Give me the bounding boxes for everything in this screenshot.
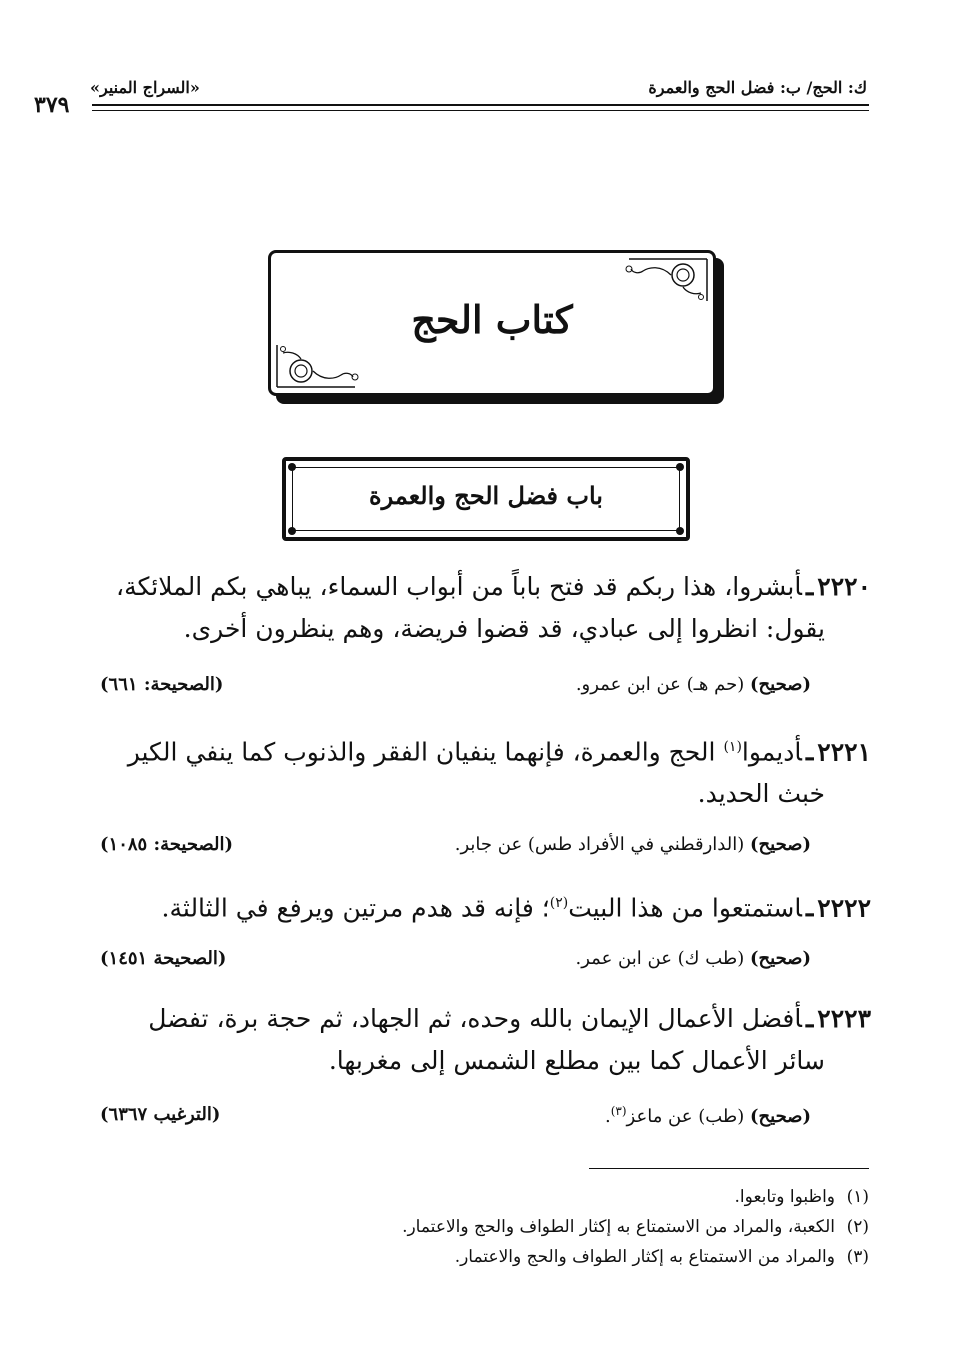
hadith-source: (الدارقطني في الأفراد طس) عن جابر. [454, 834, 745, 855]
footnote-mark: (٣) [610, 1104, 627, 1118]
hadith-line: ٢٢٢٠ـأبشروا، هذا ربكم قد فتح باباً من أبواب السماء، يباهي بكم الملائكة، [116, 572, 871, 601]
hadith-source: (طب ك) عن ابن عمر. [575, 948, 745, 969]
footnote-item [100, 1242, 869, 1272]
hadith-reference: (الصحيحة: ٦٦١) [100, 674, 224, 695]
chapter-title-frame [282, 457, 690, 541]
hadith-line: خبث الحديد. [697, 779, 825, 809]
footnote-text: والمراد من الاستمتاع به إكثار الطواف والحج والاعتمار. [454, 1247, 835, 1267]
hadith-source-2223 [100, 1104, 857, 1132]
hadith-2223 [100, 998, 871, 1082]
hadith-line: ٢٢٢٢ـاستمتعوا من هذا البيت$^{(٢)}$؛ فإنه قد هدم مرتين ويرفع في الثالثة. [161, 893, 871, 923]
hadith-2222 [100, 882, 871, 929]
footnote-item [100, 1212, 869, 1242]
hadith-text: أديموا [741, 737, 802, 767]
hadith-2220 [100, 566, 871, 650]
floral-ornament-icon [275, 343, 375, 389]
hadith-grade: (صحيح) [750, 834, 811, 855]
hadith-text: الحج والعمرة، فإنهما ينفيان الفقر والذنوب كما ينفي الكير [127, 737, 716, 767]
hadith-grade: (صحيح) [750, 948, 811, 969]
hadith-number: ٢٢٢١ [817, 737, 871, 767]
footnote-mark: (١) [723, 739, 742, 755]
hadith-source: (حم هـ) عن ابن عمرو. [575, 674, 745, 695]
chapter-title: باب فضل الحج والعمرة [369, 481, 603, 510]
hadith-line: سائر الأعمال كما بين مطلع الشمس إلى مغربها. [328, 1046, 825, 1075]
hadith-number: ٢٢٢٣ [817, 1004, 871, 1033]
hadith-reference: (الصحيحة: ١٠٨٥) [100, 834, 234, 855]
frame-corner-dot [288, 463, 296, 471]
hadith-source-2222 [100, 948, 857, 976]
frame-corner-dot [676, 527, 684, 535]
hadith-text: أفضل الأعمال الإيمان بالله وحده، ثم الجهاد، ثم حجة برة، تفضل [148, 1004, 802, 1033]
book-title: كتاب الحج [411, 297, 573, 342]
footnote-text: الكعبة، والمراد من الاستمتاع به إكثار الطواف والحج والاعتمار. [402, 1217, 835, 1237]
source-text [576, 674, 811, 695]
hadith-source: (طب) عن ماعز [626, 1106, 745, 1127]
hadith-reference: (الصحيحة ١٤٥١) [100, 948, 227, 969]
hadith-2221 [100, 726, 871, 815]
hadith-line: ٢٢٢١ـأديموا$^{(١)}$ الحج والعمرة، فإنهما ينفيان الفقر والذنوب كما ينفي الكير [127, 737, 871, 767]
footnote-number: (٣) [846, 1247, 869, 1267]
hadith-number: ٢٢٢٢ [817, 893, 871, 923]
hadith-reference: (الترغيب ٦٣٦٧) [100, 1104, 221, 1125]
hadith-text: استمتعوا من هذا البيت [568, 893, 802, 923]
hadith-grade: (صحيح) [750, 1106, 811, 1127]
frame-corner-dot [676, 463, 684, 471]
hadith-source-2220 [100, 674, 857, 702]
frame-corner-dot [288, 527, 296, 535]
hadith-source-end: . [604, 1106, 611, 1127]
source-text [576, 948, 811, 969]
book-title-frame [268, 250, 716, 396]
source-text [455, 834, 811, 855]
hadith-number: ٢٢٢٠ [817, 572, 871, 601]
hadith-text: أبشروا، هذا ربكم قد فتح باباً من أبواب السماء، يباهي بكم الملائكة، [116, 572, 802, 601]
footnotes [100, 1182, 869, 1272]
header-rule-thin [92, 110, 869, 111]
footnote-number: (١) [846, 1187, 869, 1207]
footnote-mark: (٢) [549, 895, 569, 911]
footnote-item [100, 1182, 869, 1212]
hadith-source-2221 [100, 834, 857, 862]
footnote-text: واظبوا وتابعوا. [734, 1187, 835, 1207]
hadith-line: يقول: انظروا إلى عبادي، قد قضوا فريضة، وهم ينظرون أخرى. [183, 614, 825, 643]
running-header-chapter: ك: الحج/ ب: فضل الحج والعمرة [648, 78, 867, 97]
page-number: ٣٧٩ [34, 92, 70, 118]
running-header-book: «السراج المنير» [90, 78, 200, 97]
footnote-rule [589, 1168, 869, 1169]
footnote-number: (٢) [846, 1217, 869, 1237]
hadith-line: ٢٢٢٣ـأفضل الأعمال الإيمان بالله وحده، ثم الجهاد، ثم حجة برة، تفضل [148, 1004, 871, 1033]
source-text [605, 1104, 811, 1127]
hadith-text: ؛ فإنه قد هدم مرتين ويرفع في الثالثة. [161, 893, 550, 923]
hadith-grade: (صحيح) [750, 674, 811, 695]
header-rule-thick [92, 104, 869, 106]
